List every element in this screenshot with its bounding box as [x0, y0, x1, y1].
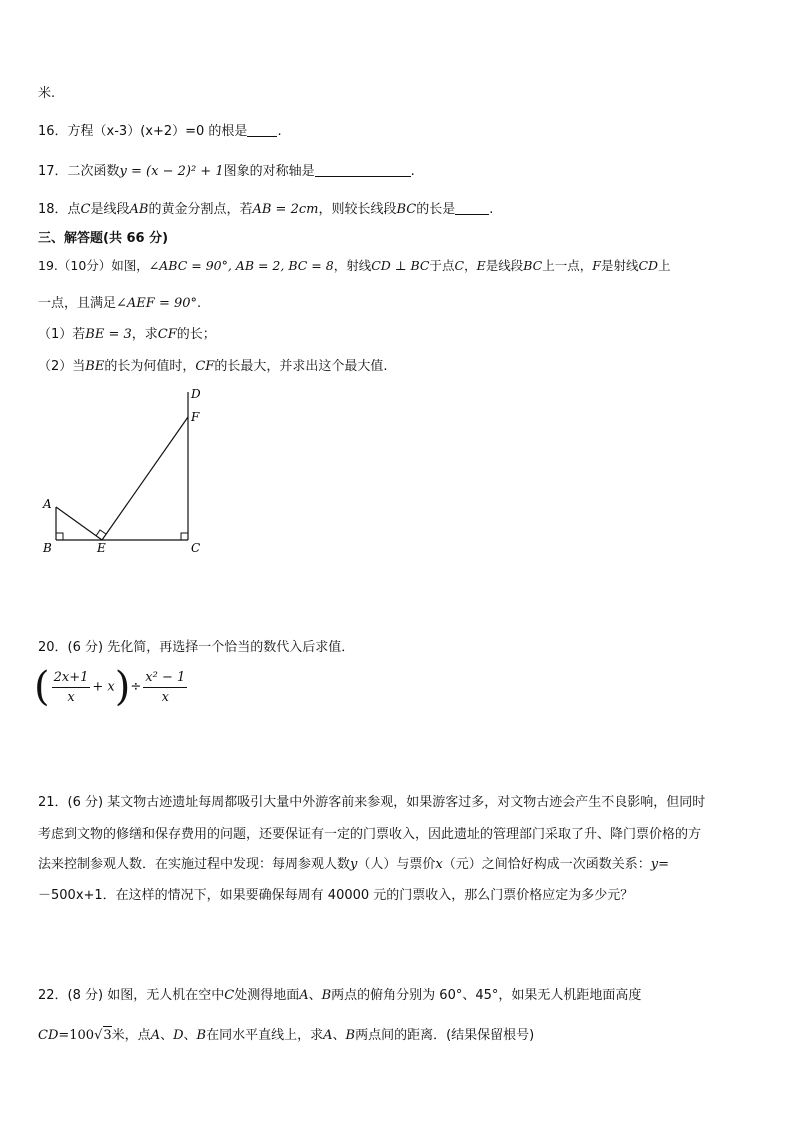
q19-text-b: ，射线 [333, 258, 372, 273]
q22-point-c: C [224, 988, 235, 1003]
label-c: C [191, 541, 201, 555]
right-angle-c [181, 533, 188, 540]
answer-blank-16[interactable] [247, 122, 277, 137]
q20-text: 20．(6 分) 先化简，再选择一个恰当的数代入后求值． [38, 640, 355, 655]
q20-expression [34, 664, 189, 710]
q22-text-2c: 、 [183, 1028, 197, 1043]
question-21-line-1 [38, 791, 705, 810]
section-title: 三、解答题(共 66 分) [38, 231, 169, 246]
q21-text-4: －500x+1．在这样的情况下，如果要确保每周有 40000 元的门票收入，那么门票价格应定为多少元？ [38, 888, 634, 903]
q21-text-3b: （人）与票价 [357, 857, 436, 872]
q22-l2-point-d: D [173, 1028, 184, 1043]
q22-text-2f: 两点间的距离．(结果保留根号) [355, 1028, 535, 1043]
question-21-line-4 [38, 884, 633, 903]
q18-p4: ，则较长线段 [318, 202, 397, 217]
q18-eq: AB = 2cm [252, 202, 319, 217]
q21-text-3c: （元）之间恰好构成一次函数关系： [442, 857, 651, 872]
geometry-figure [30, 380, 220, 565]
fraction-2-numerator: x² − 1 [143, 670, 187, 688]
q22-text-1d: 两点的俯角分别为 60°、45°，如果无人机距地面高度 [331, 988, 642, 1003]
fraction-2 [143, 670, 187, 705]
question-21-line-2 [38, 823, 701, 842]
q19-p2-text-a: （2）当 [38, 359, 86, 374]
q21-text-3d: y= [650, 857, 669, 872]
q22-point-a: A [299, 988, 309, 1003]
q19-p2-text-c: 的长最大，并求出这个最大值. [214, 359, 388, 374]
q19-text-a: 19.（10分）如图， [38, 258, 149, 273]
q19-perp: CD ⊥ BC [371, 258, 430, 273]
label-b: B [43, 541, 52, 555]
q19-l2-text-a: 一点，且满足 [38, 296, 117, 311]
right-angle-b [56, 533, 63, 540]
question-16 [38, 120, 282, 139]
q18-p2: 是线段 [90, 202, 130, 217]
question-19-part-2 [38, 355, 387, 374]
question-20 [38, 636, 354, 655]
q22-point-b: B [321, 988, 332, 1003]
q19-p2-text-b: 的长为何值时， [104, 359, 196, 374]
fraction-1-denominator: x [67, 689, 75, 705]
q19-p2-be: BE [85, 359, 105, 374]
fraction-1-numerator: 2x+1 [52, 670, 91, 688]
q21-text-3a: 法来控制参观人数．在实施过程中发现：每周参观人数 [38, 857, 351, 872]
q21-var-y: y [350, 857, 358, 872]
question-19-part-1 [38, 323, 216, 342]
q22-cd: CD [38, 1028, 59, 1043]
q22-l2-point-a2: A [323, 1028, 333, 1043]
continuation-text [38, 82, 55, 101]
q19-point-e: E [476, 258, 486, 273]
question-19-line-2 [38, 292, 201, 311]
q19-text-g: 是射线 [600, 258, 639, 273]
sqrt-sign: √ [94, 1028, 103, 1043]
q19-text-c: 于点 [429, 258, 455, 273]
q19-given: ∠ABC = 90°, AB = 2, BC = 8 [148, 258, 334, 273]
q18-ab: AB [129, 202, 149, 217]
answer-blank-18[interactable] [455, 200, 489, 215]
question-21-line-3 [38, 853, 669, 872]
q18-c: C [80, 202, 91, 217]
q19-ray-cd: CD [638, 258, 659, 273]
right-angle-e [96, 530, 106, 536]
q16-end: . [277, 124, 282, 139]
q19-p1-cf: CF [157, 327, 177, 342]
q22-text-2e: 、 [332, 1028, 346, 1043]
question-22-line-2 [38, 1024, 534, 1043]
q19-p2-cf: CF [195, 359, 215, 374]
q18-p1: 18．点 [38, 202, 81, 217]
q19-angle-aef: ∠AEF = 90° [116, 296, 198, 311]
q21-text-1: 21．(6 分) 某文物古迹遗址每周都吸引大量中外游客前来参观，如果游客过多，对文物古迹会产生不良影响，但同时 [38, 795, 706, 810]
q19-point-c: C [454, 258, 465, 273]
continuation-label: 米. [38, 86, 56, 101]
q19-point-f: F [592, 258, 601, 273]
q22-text-2a: 米，点 [111, 1028, 151, 1043]
q19-p1-text-a: （1）若 [38, 327, 86, 342]
q22-l2-point-a: A [150, 1028, 161, 1043]
q19-text-f: 上一点， [542, 258, 593, 273]
label-a: A [43, 497, 52, 511]
q17-prefix: 17．二次函数 [38, 164, 120, 179]
question-19-line-1 [38, 256, 671, 274]
segment-ef [102, 417, 188, 540]
q17-formula: y = (x − 2)² + 1 [119, 164, 224, 179]
q18-end: . [489, 202, 494, 217]
q19-text-h: 上 [658, 258, 671, 273]
section-heading [38, 227, 168, 246]
q21-var-x: x [435, 857, 443, 872]
q18-p3: 的黄金分割点，若 [148, 202, 253, 217]
answer-blank-17[interactable] [315, 162, 411, 177]
q19-l2-text-b: . [197, 296, 202, 311]
sqrt-radicand: 3 [103, 1028, 112, 1043]
q22-l2-point-b: B [196, 1028, 207, 1043]
fraction-1 [52, 670, 91, 705]
question-18 [38, 198, 493, 217]
q19-p1-text-b: ，求 [131, 327, 158, 342]
question-22-line-1 [38, 984, 641, 1003]
q18-bc: BC [396, 202, 417, 217]
q22-text-2b: 、 [160, 1028, 174, 1043]
q22-text-1b: 处测得地面 [234, 988, 300, 1003]
divide-sign: ÷ [130, 679, 142, 695]
label-e: E [97, 541, 106, 555]
q19-text-d: ， [464, 258, 477, 273]
left-paren: ( [34, 664, 50, 710]
q19-seg-bc: BC [523, 258, 543, 273]
q18-p5: 的长是 [416, 202, 456, 217]
fraction-2-denominator: x [161, 689, 169, 705]
q17-end: . [410, 164, 415, 179]
q19-text-e: 是线段 [485, 258, 524, 273]
q22-text-1c: 、 [308, 988, 322, 1003]
q22-text-2d: 在同水平直线上，求 [206, 1028, 324, 1043]
q19-p1-given: BE = 3 [85, 327, 132, 342]
question-17 [38, 160, 415, 179]
right-paren: ) [114, 664, 131, 710]
label-d: D [191, 387, 201, 401]
q16-text: 16．方程（x-3）(x+2）=0 的根是 [38, 124, 248, 139]
q21-text-2: 考虑到文物的修缮和保存费用的问题，还要保证有一定的门票收入，因此遗址的管理部门采取了升、降门票价格的方 [38, 827, 702, 842]
label-f: F [191, 410, 200, 424]
q19-p1-text-c: 的长； [176, 327, 216, 342]
q22-l2-point-b2: B [345, 1028, 356, 1043]
q17-suffix: 图象的对称轴是 [223, 164, 315, 179]
q22-eq: =100 [58, 1028, 95, 1043]
q22-text-1a: 22．(8 分) 如图，无人机在空中 [38, 988, 225, 1003]
plus-x: + x [92, 679, 115, 695]
